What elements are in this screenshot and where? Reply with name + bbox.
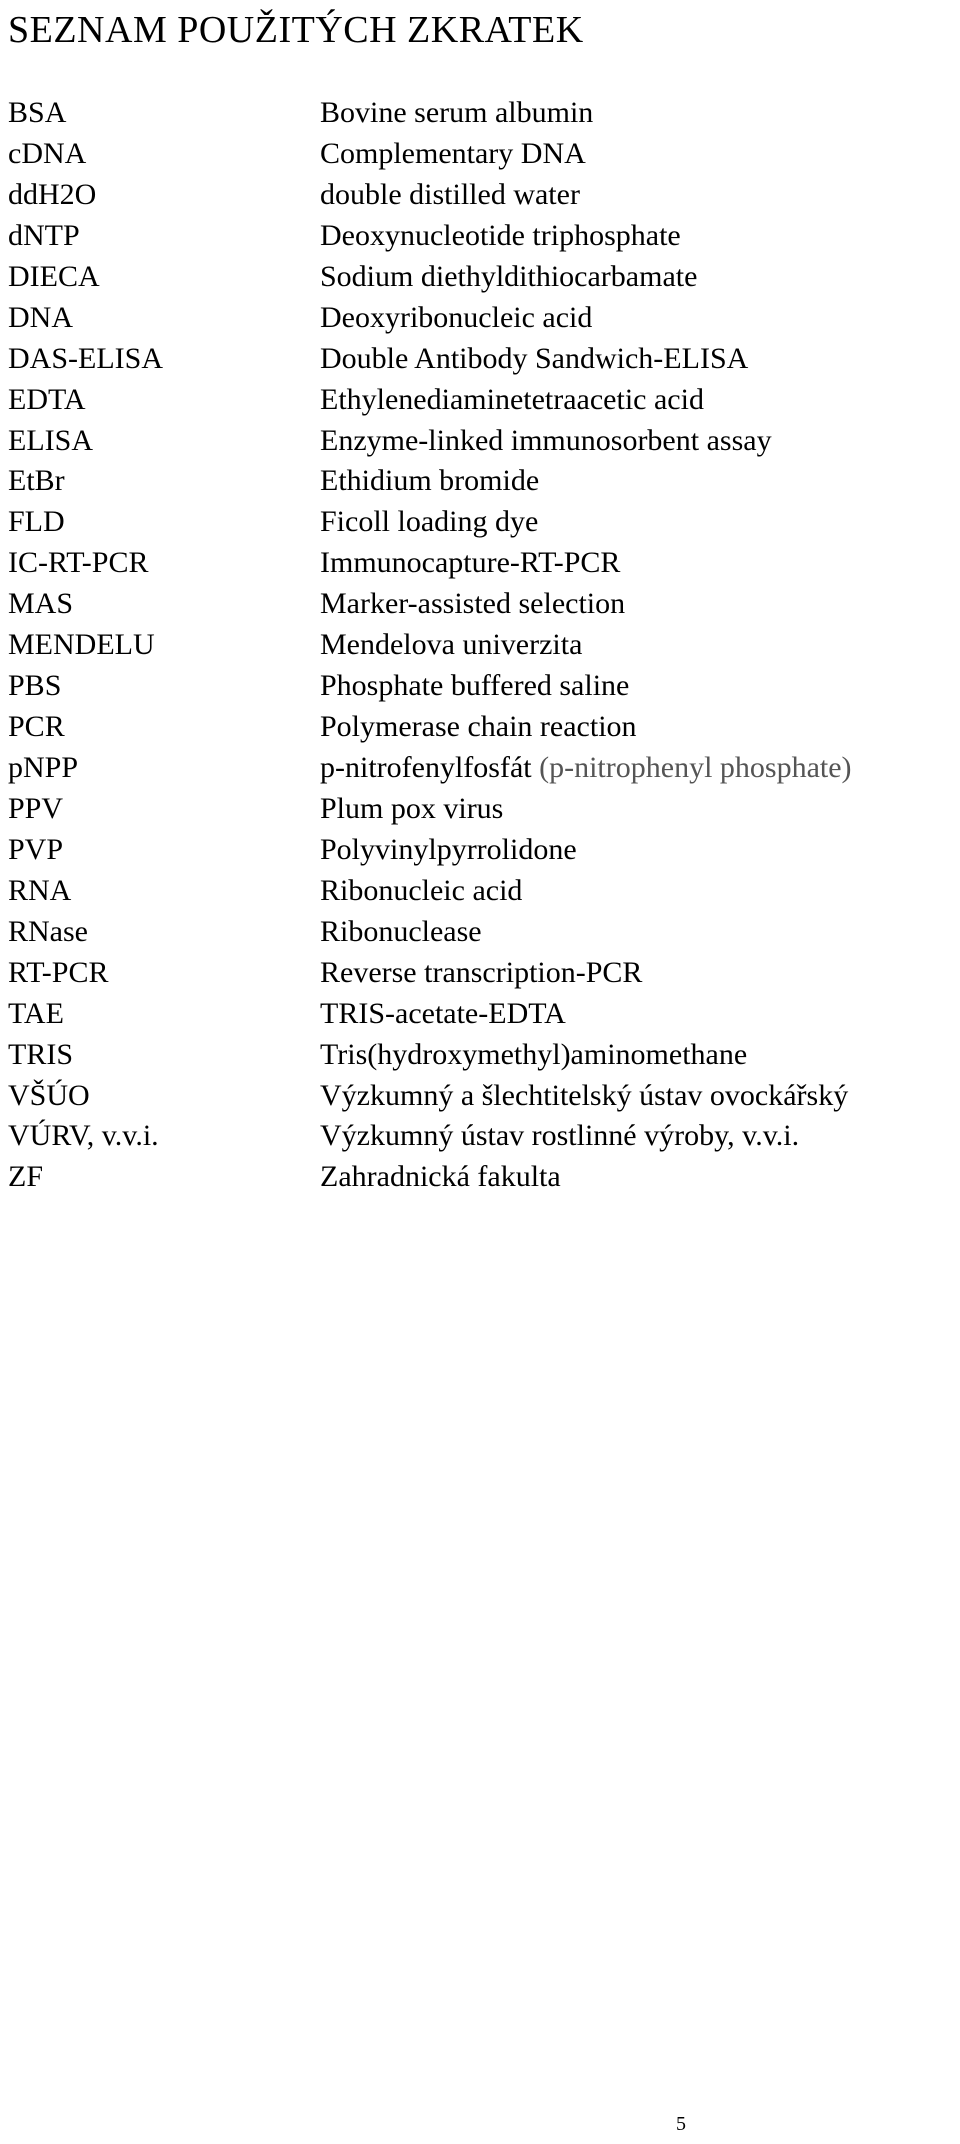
abbreviation-definition-text: p-nitrofenylfosfát — [320, 751, 540, 784]
abbreviation-term: RT-PCR — [8, 955, 109, 989]
abbreviation-term: dNTP — [8, 218, 80, 252]
abbreviation-term: BSA — [8, 96, 67, 129]
abbreviation-definition — [320, 421, 772, 462]
abbreviation-row — [8, 461, 953, 502]
abbreviation-term: PVP — [8, 832, 64, 866]
abbreviation-term: DIECA — [8, 259, 100, 293]
abbreviation-definition — [320, 1076, 848, 1117]
abbreviation-row — [8, 93, 953, 134]
abbreviation-definition-text: Ethidium bromide — [320, 464, 540, 498]
abbreviation-definition-text: double distilled water — [320, 177, 580, 211]
abbreviation-definition-text: Zahradnická fakulta — [320, 1160, 561, 1194]
abbreviation-definition — [320, 93, 593, 134]
abbreviation-row — [8, 502, 953, 543]
abbreviation-definition-text: Mendelova univerzita — [320, 628, 583, 662]
abbreviation-row — [8, 1076, 953, 1117]
abbreviation-term: ELISA — [8, 423, 93, 457]
abbreviation-definition — [320, 175, 580, 216]
abbreviation-row — [8, 666, 953, 707]
abbreviation-definition — [320, 707, 637, 748]
abbreviation-definition-text: Reverse transcription-PCR — [320, 955, 643, 989]
abbreviation-definition-text: Výzkumný a šlechtitelský ústav ovockářský — [320, 1078, 849, 1112]
abbreviation-term: PPV — [8, 791, 64, 825]
abbreviation-definition-text: Ficoll loading dye — [320, 505, 539, 539]
abbreviation-term: VŠÚO — [8, 1078, 90, 1112]
abbreviation-term: VÚRV, v.v.i. — [8, 1119, 159, 1153]
abbreviation-definition — [320, 339, 748, 380]
abbreviation-row — [8, 175, 953, 216]
abbreviation-definition — [320, 134, 586, 175]
abbreviation-definition-text: Deoxyribonucleic acid — [320, 300, 593, 334]
abbreviation-definition — [320, 789, 503, 830]
abbreviation-definition-text: Výzkumný ústav rostlinné výroby, v.v.i. — [320, 1119, 800, 1153]
abbreviation-term: ddH2O — [8, 177, 97, 211]
abbreviation-term: EDTA — [8, 382, 86, 416]
abbreviation-row — [8, 216, 953, 257]
abbreviation-definition-text: Polyvinylpyrrolidone — [320, 832, 577, 866]
abbreviation-row — [8, 871, 953, 912]
abbreviation-definition — [320, 871, 522, 912]
abbreviation-row — [8, 789, 953, 830]
abbreviation-definition — [320, 502, 538, 543]
abbreviation-row — [8, 1116, 953, 1157]
abbreviation-term: DAS-ELISA — [8, 341, 163, 375]
page-title: SEZNAM POUŽITÝCH ZKRATEK — [8, 9, 584, 51]
abbreviation-list — [8, 93, 953, 1198]
abbreviation-term: PCR — [8, 710, 65, 744]
abbreviation-definition — [320, 543, 620, 584]
abbreviation-term: EtBr — [8, 464, 65, 498]
abbreviation-term: ZF — [8, 1160, 44, 1194]
abbreviation-definition — [320, 748, 852, 789]
abbreviation-definition — [320, 994, 566, 1035]
abbreviation-definition-text: Double Antibody Sandwich-ELISA — [320, 341, 749, 375]
abbreviation-definition-note: (p-nitrophenyl phosphate) — [539, 751, 852, 784]
abbreviation-definition — [320, 584, 625, 625]
abbreviation-definition — [320, 1157, 561, 1198]
abbreviation-row — [8, 625, 953, 666]
abbreviation-definition-text: TRIS-acetate-EDTA — [320, 996, 566, 1030]
abbreviation-row — [8, 912, 953, 953]
abbreviation-row — [8, 339, 953, 380]
abbreviation-definition — [320, 380, 704, 421]
abbreviation-row — [8, 134, 953, 175]
abbreviation-row — [8, 707, 953, 748]
abbreviation-term: IC-RT-PCR — [8, 546, 149, 580]
abbreviation-definition-text: Phosphate buffered saline — [320, 669, 630, 703]
abbreviation-definition-text: Sodium diethyldithiocarbamate — [320, 259, 698, 293]
abbreviation-definition — [320, 666, 629, 707]
abbreviation-definition-text: Marker-assisted selection — [320, 587, 626, 621]
abbreviation-term: pNPP — [8, 751, 79, 784]
abbreviation-term: MAS — [8, 587, 74, 621]
abbreviation-definition — [320, 953, 642, 994]
abbreviation-definition — [320, 912, 482, 953]
abbreviation-definition-text: Plum pox virus — [320, 791, 504, 825]
abbreviation-definition-text: Deoxynucleotide triphosphate — [320, 218, 681, 252]
abbreviation-definition — [320, 298, 592, 339]
abbreviation-definition — [320, 1116, 799, 1157]
abbreviation-term: RNase — [8, 914, 88, 948]
abbreviation-definition-text: Immunocapture-RT-PCR — [320, 546, 621, 580]
abbreviation-definition — [320, 461, 539, 502]
abbreviation-row — [8, 257, 953, 298]
abbreviation-row — [8, 421, 953, 462]
abbreviation-row — [8, 298, 953, 339]
page-number: 5 — [676, 2113, 686, 2135]
abbreviation-definition-text: Enzyme-linked immunosorbent assay — [320, 423, 772, 457]
abbreviation-definition-text: Polymerase chain reaction — [320, 710, 637, 744]
abbreviation-definition — [320, 830, 577, 871]
abbreviation-definition — [320, 257, 697, 298]
abbreviation-term: MENDELU — [8, 628, 155, 662]
abbreviation-definition-text: Tris(hydroxymethyl)aminomethane — [320, 1037, 748, 1071]
abbreviation-row — [8, 543, 953, 584]
abbreviation-term: cDNA — [8, 136, 87, 170]
abbreviation-term: PBS — [8, 669, 62, 703]
abbreviation-row — [8, 994, 953, 1035]
abbreviation-row — [8, 953, 953, 994]
abbreviation-row — [8, 1157, 953, 1198]
abbreviation-row — [8, 748, 953, 789]
abbreviation-definition — [320, 625, 582, 666]
abbreviation-row — [8, 380, 953, 421]
abbreviation-term: DNA — [8, 300, 73, 334]
abbreviation-definition-text: Ethylenediaminetetraacetic acid — [320, 382, 704, 416]
abbreviation-definition-text: Ribonucleic acid — [320, 873, 523, 907]
abbreviation-definition — [320, 1035, 747, 1076]
abbreviation-term: FLD — [8, 505, 65, 539]
abbreviation-definition — [320, 216, 681, 257]
abbreviation-definition-text: Bovine serum albumin — [320, 96, 594, 129]
abbreviation-row — [8, 584, 953, 625]
abbreviation-term: TAE — [8, 996, 64, 1030]
abbreviation-definition-text: Ribonuclease — [320, 914, 482, 948]
abbreviation-definition-text: Complementary DNA — [320, 136, 586, 170]
abbreviation-row — [8, 830, 953, 871]
abbreviation-term: RNA — [8, 873, 72, 907]
abbreviation-row — [8, 1035, 953, 1076]
abbreviation-term: TRIS — [8, 1037, 74, 1071]
